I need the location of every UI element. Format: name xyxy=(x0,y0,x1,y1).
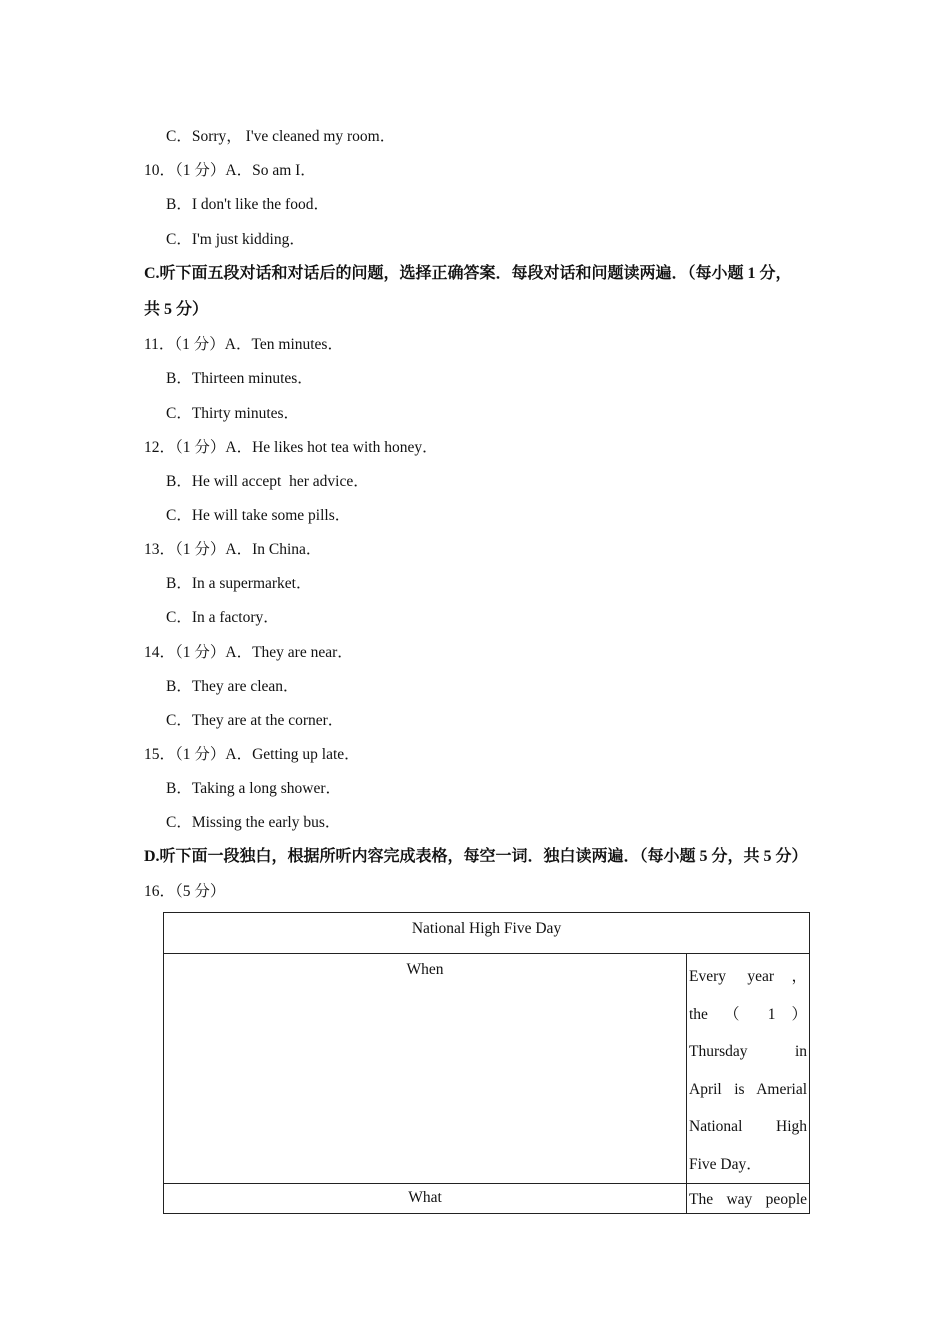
when-line: Thursday in xyxy=(689,1043,808,1060)
q10-stem: 10．（1 分）A．So am I． xyxy=(144,162,316,179)
q12-option-b: B．He will accept her advice． xyxy=(166,473,369,490)
q14-option-b: B．They are clean． xyxy=(166,678,299,695)
when-line: April is Amerial xyxy=(689,1080,808,1098)
q9-option-c: C．Sorry， I've cleaned my room． xyxy=(166,128,396,145)
when-line: Every year， xyxy=(689,968,808,985)
row-label-what: What xyxy=(164,1184,687,1214)
table-title: National High Five Day xyxy=(164,913,810,954)
row-value-what xyxy=(687,1184,810,1214)
q11-option-c: C．Thirty minutes． xyxy=(166,405,300,422)
q14-option-c: C．They are at the corner． xyxy=(166,712,344,729)
section-d-heading: D.听下面一段独白，根据所听内容完成表格，每空一词．独白读两遍．（每小题 5 分，共 5 分） xyxy=(144,848,808,865)
q13-stem: 13．（1 分）A．In China． xyxy=(144,541,322,558)
q15-stem: 15．（1 分）A．Getting up late． xyxy=(144,746,360,763)
q11-stem: 11．（1 分）A．Ten minutes． xyxy=(144,336,343,353)
q12-stem: 12．（1 分）A．He likes hot tea with honey． xyxy=(144,439,438,456)
q14-stem: 14．（1 分）A．They are near． xyxy=(144,644,353,661)
row-label-when: When xyxy=(164,954,687,1184)
q11-option-b: B．Thirteen minutes． xyxy=(166,370,313,387)
q13-option-b: B．In a supermarket． xyxy=(166,575,312,592)
q12-option-c: C．He will take some pills． xyxy=(166,507,351,524)
section-c-heading-line2: 共 5 分） xyxy=(144,301,209,318)
q10-option-c: C．I'm just kidding． xyxy=(166,231,305,248)
q15-option-b: B．Taking a long shower． xyxy=(166,780,341,797)
q13-option-c: C．In a factory． xyxy=(166,609,279,626)
when-line: the （ 1 ） xyxy=(689,1005,808,1023)
q10-option-b: B．I don't like the food． xyxy=(166,196,329,213)
what-line: The way people xyxy=(689,1191,808,1208)
q15-option-c: C．Missing the early bus． xyxy=(166,814,341,831)
q16-stem: 16．（5 分） xyxy=(144,883,226,900)
high-five-day-table xyxy=(163,912,810,1214)
section-c-heading-line1: C.听下面五段对话和对话后的问题，选择正确答案．每段对话和问题读两遍．（每小题 1 分， xyxy=(144,265,792,282)
when-line: Five Day． xyxy=(689,1155,762,1173)
when-line: National High xyxy=(689,1118,808,1135)
row-value-when xyxy=(687,954,810,1184)
